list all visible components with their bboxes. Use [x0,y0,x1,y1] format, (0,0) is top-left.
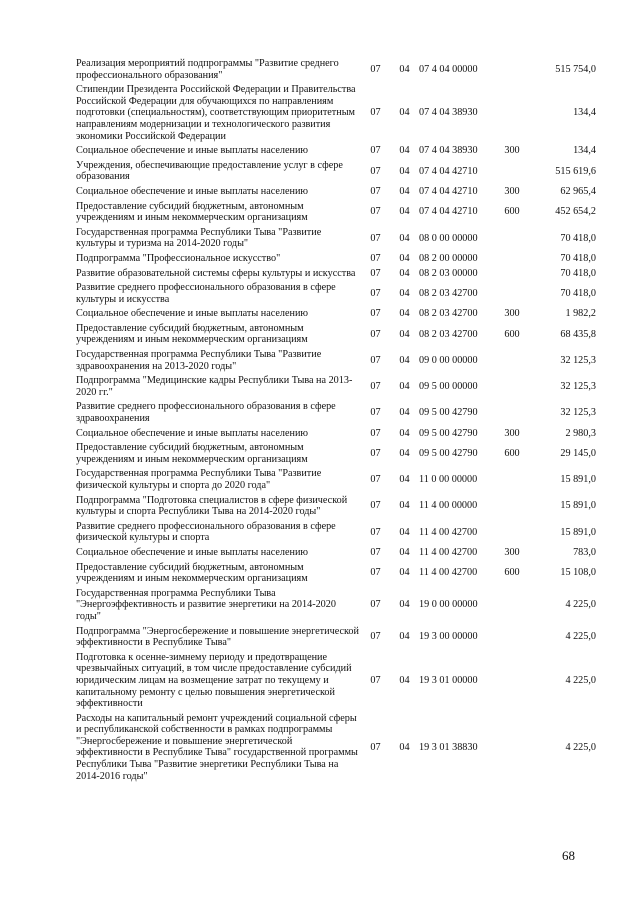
row-expense-type-cell: 300 [504,427,520,439]
row-subsection-cell: 04 [399,631,410,643]
row-target-article-cell: 11 4 00 42700 [419,546,478,558]
row-target-article-cell: 07 4 04 42710 [419,185,478,197]
row-section-cell: 07 [370,427,381,439]
row-expense-type-cell [497,400,527,426]
row-section-cell: 07 [370,741,381,753]
page-number: 68 [562,848,575,863]
row-name-cell: Социальное обеспечение и иные выплаты населению [76,145,309,157]
table-row [76,307,596,322]
row-target-article-cell: 19 3 00 00000 [419,631,478,643]
row-target-article-cell: 08 2 00 00000 [419,252,478,264]
table-row [76,400,596,426]
row-section-cell: 07 [370,631,381,643]
row-section-cell: 07 [370,674,381,686]
row-name-cell: Государственная программа Республики Тыва "Развитие культуры и туризма на 2014-2020 годы" [76,226,322,250]
row-expense-type-cell [497,374,527,400]
table-row [76,427,596,442]
row-section-cell: 07 [370,308,381,320]
row-name-cell: Подпрограмма "Подготовка специалистов в сфере физической культуры и спорта Республики Тыва на 2014-2020 годы" [76,494,348,518]
row-amount-cell: 134,4 [573,145,596,157]
row-name-cell: Предоставление субсидий бюджетным, автономным учреждениям и иным некоммерческим организациям [76,561,308,585]
table-row [76,546,596,561]
row-expense-type-cell: 600 [504,448,520,460]
row-target-article-cell: 11 0 00 00000 [419,474,478,486]
row-name-cell: Реализация мероприятий подпрограммы "Развитие среднего профессионального образования" [76,58,339,81]
row-name-cell: Расходы на капитальный ремонт учреждений социальной сферы и республиканской собственности в рамках подпрограммы "Энергосбережение и повышение энергетической эффективности в Республике Тыва" государственной программы Республики Тыва "Развитие энергетики Республики Тыва на 2014-2016 годы" [76,712,358,782]
table-row [76,83,596,144]
row-target-article-cell: 09 0 00 00000 [419,354,478,366]
row-expense-type-cell: 600 [504,567,520,579]
row-section-cell: 07 [370,185,381,197]
row-expense-type-cell [497,57,527,83]
row-amount-cell: 15 891,0 [560,526,596,538]
table-row [76,561,596,587]
row-name-cell: Подпрограмма "Энергосбережение и повышение энергетической эффективности в Республике Тыва" [76,625,359,649]
row-target-article-cell: 07 4 04 38930 [419,107,478,119]
row-name-cell: Государственная программа Республики Тыва "Развитие физической культуры и спорта до 2020 года" [76,468,322,491]
row-section-cell: 07 [370,407,381,419]
row-amount-cell: 70 418,0 [560,267,596,279]
row-amount-cell: 29 145,0 [560,448,596,460]
row-name-cell: Учреждения, обеспечивающие предоставление услуг в сфере образования [76,159,343,183]
row-name-cell: Предоставление субсидий бюджетным, автономным учреждениям и иным некоммерческим организациям [76,200,308,224]
row-subsection-cell: 04 [399,328,410,340]
row-expense-type-cell [497,226,527,252]
row-section-cell: 07 [370,267,381,279]
row-name-cell: Развитие образовательной системы сферы культуры и искусства [76,267,356,279]
row-section-cell: 07 [370,381,381,393]
row-target-article-cell: 07 4 04 42710 [419,165,478,177]
row-subsection-cell: 04 [399,145,410,157]
table-row [76,281,596,307]
row-subsection-cell: 04 [399,308,410,320]
row-section-cell: 07 [370,546,381,558]
row-name-cell: Государственная программа Республики Тыва "Энергоэффективность и развитие энергетики на 2014-2020 годы" [76,587,336,622]
row-target-article-cell: 08 2 03 42700 [419,287,478,299]
table-row [76,322,596,348]
row-target-article-cell: 11 4 00 42700 [419,567,478,579]
table-row [76,200,596,226]
row-name-cell: Подпрограмма "Профессиональное искусство" [76,252,281,264]
row-subsection-cell: 04 [399,185,410,197]
row-name-cell: Стипендии Президента Российской Федерации и Правительства Российской Федерации для обучающихся по направлениям подготовки (специальностям), соответствующим приоритетным направлениям модернизации и технологического развития экономики Российской Федерации [76,84,356,142]
row-target-article-cell: 08 0 00 00000 [419,232,478,244]
row-subsection-cell: 04 [399,287,410,299]
row-expense-type-cell [497,520,527,546]
table-row [76,587,596,625]
row-subsection-cell: 04 [399,546,410,558]
table-row [76,374,596,400]
row-amount-cell: 70 418,0 [560,287,596,299]
row-expense-type-cell [497,159,527,185]
row-target-article-cell: 11 4 00 00000 [419,500,478,512]
row-section-cell: 07 [370,232,381,244]
row-amount-cell: 4 225,0 [565,674,596,686]
row-expense-type-cell [497,267,527,282]
table-row [76,57,596,83]
table-row [76,441,596,467]
table-row [76,651,596,712]
row-expense-type-cell: 300 [504,546,520,558]
row-target-article-cell: 08 2 03 00000 [419,267,478,279]
row-subsection-cell: 04 [399,63,410,75]
row-subsection-cell: 04 [399,206,410,218]
row-subsection-cell: 04 [399,427,410,439]
row-amount-cell: 1 982,2 [565,308,596,320]
row-name-cell: Социальное обеспечение и иные выплаты населению [76,427,309,439]
row-amount-cell: 4 225,0 [565,599,596,611]
row-target-article-cell: 19 0 00 00000 [419,599,478,611]
row-subsection-cell: 04 [399,500,410,512]
table-row [76,267,596,282]
row-section-cell: 07 [370,526,381,538]
row-amount-cell: 2 980,3 [565,427,596,439]
row-expense-type-cell [497,712,527,785]
row-subsection-cell: 04 [399,567,410,579]
row-section-cell: 07 [370,206,381,218]
table-row [76,144,596,159]
table-row [76,494,596,520]
row-target-article-cell: 09 5 00 42790 [419,427,478,439]
row-section-cell: 07 [370,165,381,177]
row-amount-cell: 452 654,2 [555,206,596,218]
table-row [76,520,596,546]
row-amount-cell: 515 619,6 [555,165,596,177]
table-row [76,467,596,493]
row-amount-cell: 515 754,0 [555,63,596,75]
row-expense-type-cell [497,651,527,712]
row-subsection-cell: 04 [399,474,410,486]
row-target-article-cell: 09 5 00 42790 [419,448,478,460]
row-subsection-cell: 04 [399,448,410,460]
row-target-article-cell: 09 5 00 00000 [419,381,478,393]
row-subsection-cell: 04 [399,165,410,177]
row-expense-type-cell [497,83,527,144]
row-amount-cell: 4 225,0 [565,741,596,753]
row-expense-type-cell [497,281,527,307]
row-subsection-cell: 04 [399,252,410,264]
row-subsection-cell: 04 [399,674,410,686]
row-name-cell: Развитие среднего профессионального образования в сфере физической культуры и спорта [76,520,336,544]
row-subsection-cell: 04 [399,741,410,753]
row-section-cell: 07 [370,448,381,460]
row-name-cell: Подготовка к осенне-зимнему периоду и предотвращение чрезвычайных ситуаций, в том числе предоставление субсидий юридическим лицам на возмещение затрат по текущему и капитальному ремонту с целью повышения энергетической эффективности [76,651,352,710]
row-amount-cell: 70 418,0 [560,232,596,244]
row-amount-cell: 15 891,0 [560,500,596,512]
row-target-article-cell: 11 4 00 42700 [419,526,478,538]
row-name-cell: Социальное обеспечение и иные выплаты населению [76,546,309,558]
row-amount-cell: 134,4 [573,107,596,119]
row-subsection-cell: 04 [399,232,410,244]
row-amount-cell: 32 125,3 [560,381,596,393]
row-expense-type-cell: 300 [504,145,520,157]
row-name-cell: Государственная программа Республики Тыва "Развитие здравоохранения на 2013-2020 годы" [76,349,322,372]
table-row [76,712,596,785]
table-row [76,625,596,651]
row-section-cell: 07 [370,145,381,157]
row-amount-cell: 68 435,8 [560,328,596,340]
row-amount-cell: 32 125,3 [560,407,596,419]
row-amount-cell: 15 891,0 [560,474,596,486]
table-row [76,159,596,185]
row-target-article-cell: 08 2 03 42700 [419,328,478,340]
row-target-article-cell: 07 4 04 42710 [419,206,478,218]
row-amount-cell: 70 418,0 [560,252,596,264]
row-name-cell: Подпрограмма "Медицинские кадры Республики Тыва на 2013-2020 гг." [76,375,353,398]
row-target-article-cell: 08 2 03 42700 [419,308,478,320]
row-name-cell: Предоставление субсидий бюджетным, автономным учреждениям и иным некоммерческим организациям [76,322,308,346]
table-row [76,226,596,252]
row-section-cell: 07 [370,328,381,340]
row-expense-type-cell [497,348,527,374]
budget-table-body [76,57,596,784]
row-target-article-cell: 09 5 00 42790 [419,407,478,419]
table-row [76,252,596,267]
row-name-cell: Социальное обеспечение и иные выплаты населению [76,185,309,197]
row-expense-type-cell [497,587,527,625]
row-target-article-cell: 19 3 01 00000 [419,674,478,686]
row-target-article-cell: 07 4 04 38930 [419,145,478,157]
row-expense-type-cell: 300 [504,185,520,197]
row-expense-type-cell [497,467,527,493]
row-amount-cell: 32 125,3 [560,354,596,366]
row-section-cell: 07 [370,287,381,299]
row-section-cell: 07 [370,252,381,264]
row-amount-cell: 783,0 [573,546,596,558]
row-section-cell: 07 [370,500,381,512]
row-name-cell: Развитие среднего профессионального образования в сфере культуры и искусства [76,282,336,305]
row-amount-cell: 4 225,0 [565,631,596,643]
row-section-cell: 07 [370,63,381,75]
row-subsection-cell: 04 [399,267,410,279]
row-subsection-cell: 04 [399,526,410,538]
row-subsection-cell: 04 [399,599,410,611]
row-name-cell: Развитие среднего профессионального образования в сфере здравоохранения [76,401,336,425]
row-expense-type-cell [497,494,527,520]
row-amount-cell: 62 965,4 [560,185,596,197]
row-expense-type-cell: 600 [504,328,520,340]
table-row [76,185,596,200]
row-expense-type-cell [497,625,527,651]
row-subsection-cell: 04 [399,407,410,419]
table-row [76,348,596,374]
row-subsection-cell: 04 [399,354,410,366]
row-section-cell: 07 [370,567,381,579]
row-section-cell: 07 [370,354,381,366]
budget-table [76,57,596,784]
row-target-article-cell: 19 3 01 38830 [419,741,478,753]
row-expense-type-cell: 600 [504,206,520,218]
row-subsection-cell: 04 [399,107,410,119]
row-expense-type-cell [497,252,527,267]
row-section-cell: 07 [370,474,381,486]
row-name-cell: Социальное обеспечение и иные выплаты населению [76,308,309,320]
row-subsection-cell: 04 [399,381,410,393]
row-amount-cell: 15 108,0 [560,567,596,579]
row-target-article-cell: 07 4 04 00000 [419,63,478,75]
row-section-cell: 07 [370,107,381,119]
row-expense-type-cell: 300 [504,308,520,320]
row-section-cell: 07 [370,599,381,611]
row-name-cell: Предоставление субсидий бюджетным, автономным учреждениям и иным некоммерческим организациям [76,442,308,465]
